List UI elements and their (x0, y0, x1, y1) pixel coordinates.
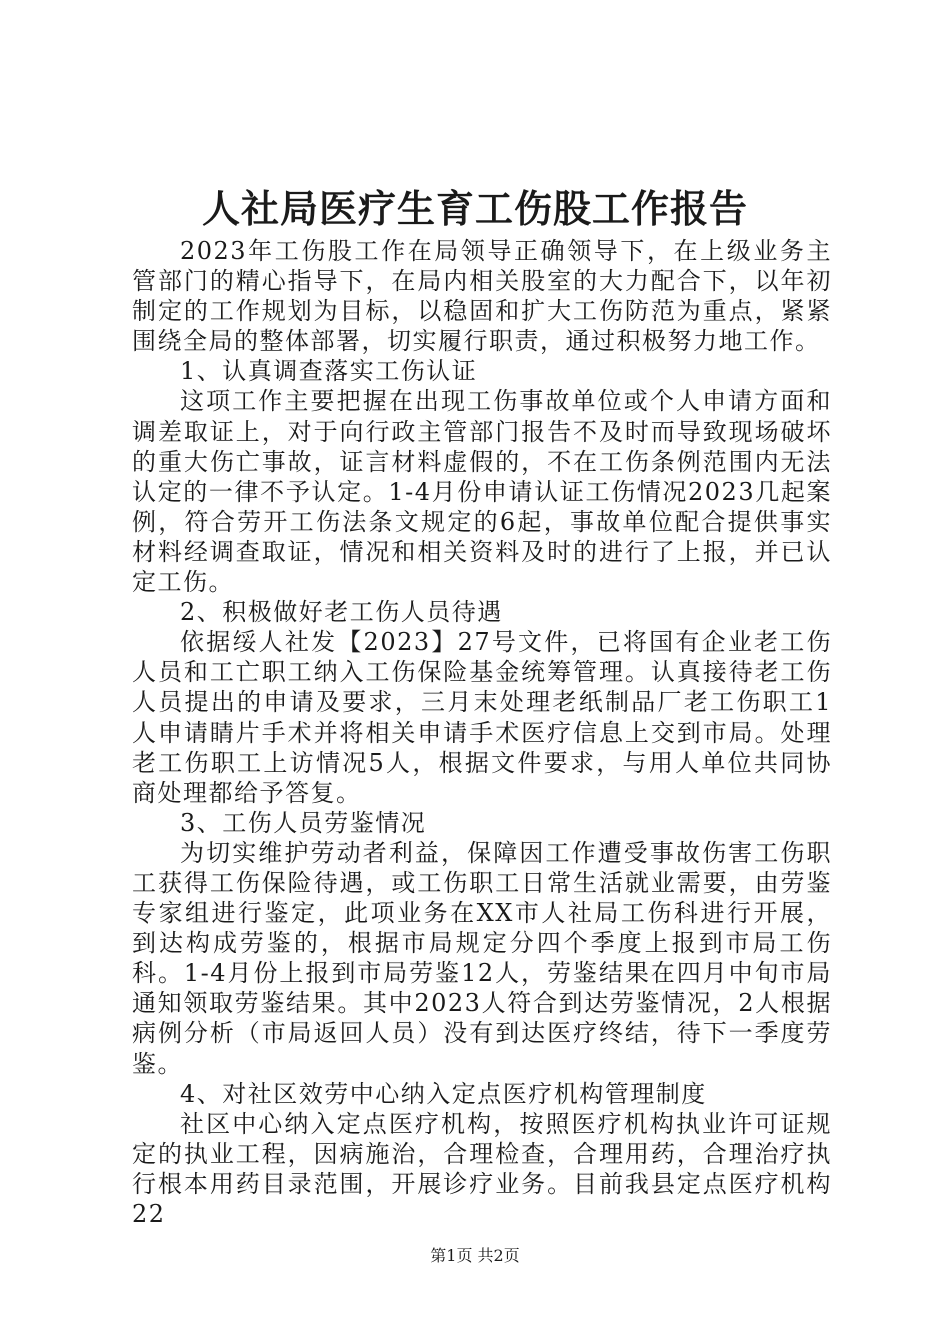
section-heading-1: 1、认真调查落实工伤认证 (180, 357, 478, 386)
section-heading-2: 2、积极做好老工伤人员待遇 (180, 598, 503, 627)
page-footer: 第1页 共2页 (430, 1246, 520, 1265)
section-heading-4: 4、对社区效劳中心纳入定点医疗机构管理制度 (180, 1079, 707, 1108)
paragraph-section-3: 为切实维护劳动者利益，保障因工作遭受事故伤害工伤职工获得工伤保险待遇，或工伤职工日常生活就业需要，由劳鉴专家组进行鉴定，此项业务在XX市人社局工伤科进行开展，到达构成劳鉴的，根据市局规定分四个季度上报到市局工伤科。1-4月份上报到市局劳鉴12人，劳鉴结果在四月中旬市局通知领取劳鉴结果。其中2023人符合到达劳鉴情况，2人根据病例分析（市局返回人员）没有到达医疗终结，待下一季度劳鉴。 (132, 838, 832, 1078)
paragraph-section-2: 依据绥人社发【2023】27号文件，已将国有企业老工伤人员和工亡职工纳入工伤保险基金统筹管理。认真接待老工伤人员提出的申请及要求，三月末处理老纸制品厂老工伤职工1人申请睛片手术并将相关申请手术医疗信息上交到市局。处理老工伤职工上访情况5人，根据文件要求，与用人单位共同协商处理都给予答复。 (132, 628, 832, 807)
paragraph-section-1: 这项工作主要把握在出现工伤事故单位或个人申请方面和调差取证上，对于向行政主管部门报告不及时而导致现场破坏的重大伤亡事故，证言材料虚假的，不在工伤条例范围内无法认定的一律不予认定。1-4月份申请认证工伤情况2023几起案例，符合劳开工伤法条文规定的6起，事故单位配合提供事实材料经调查取证，情况和相关资料及时的进行了上报，并已认定工伤。 (132, 387, 832, 597)
document-body (132, 236, 832, 1229)
paragraph-intro: 2023年工伤股工作在局领导正确领导下，在上级业务主管部门的精心指导下，在局内相关股室的大力配合下，以年初制定的工作规划为目标，以稳固和扩大工伤防范为重点，紧紧围绕全局的整体部署，切实履行职责，通过积极努力地工作。 (132, 237, 832, 356)
document-title: 人社局医疗生育工伤股工作报告 (201, 186, 748, 231)
paragraph-section-4: 社区中心纳入定点医疗机构，按照医疗机构执业许可证规定的执业工程，因病施治，合理检查，合理用药，合理治疗执行根本用药目录范围，开展诊疗业务。目前我县定点医疗机构22 (132, 1109, 832, 1228)
section-heading-3: 3、工伤人员劳鉴情况 (180, 808, 427, 837)
